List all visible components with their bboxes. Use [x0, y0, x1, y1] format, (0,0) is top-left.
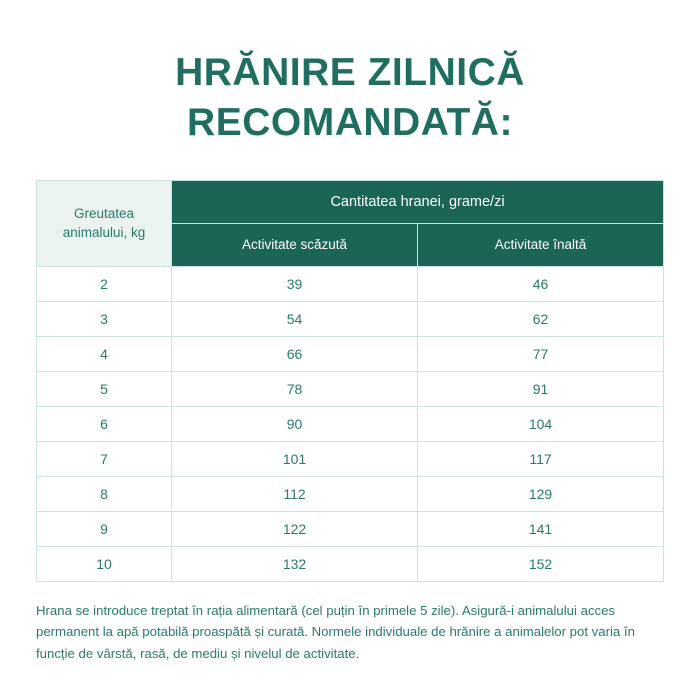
table-row — [37, 476, 664, 511]
column-header-weight: Greutatea animalului, kg — [37, 180, 172, 266]
table-row — [37, 441, 664, 476]
cell-low: 112 — [172, 476, 418, 511]
cell-weight: 8 — [37, 476, 172, 511]
cell-weight: 6 — [37, 406, 172, 441]
cell-low: 132 — [172, 546, 418, 581]
cell-low: 90 — [172, 406, 418, 441]
table-row — [37, 301, 664, 336]
page-title-line-2: RECOMANDATĂ: — [187, 100, 513, 144]
cell-high: 117 — [418, 441, 664, 476]
column-header-amount: Cantitatea hranei, grame/zi — [172, 180, 664, 223]
page-title — [36, 0, 664, 148]
cell-high: 91 — [418, 371, 664, 406]
cell-high: 141 — [418, 511, 664, 546]
table-row — [37, 546, 664, 581]
cell-weight: 9 — [37, 511, 172, 546]
table-row — [37, 406, 664, 441]
cell-high: 62 — [418, 301, 664, 336]
cell-low: 78 — [172, 371, 418, 406]
cell-high: 77 — [418, 336, 664, 371]
cell-low: 54 — [172, 301, 418, 336]
page-title-line-1: HRĂNIRE ZILNICĂ — [175, 51, 525, 94]
cell-high: 46 — [418, 266, 664, 301]
table-row — [37, 336, 664, 371]
table-header-row-1 — [37, 180, 664, 223]
column-header-high-activity: Activitate înaltă — [418, 223, 664, 266]
cell-high: 152 — [418, 546, 664, 581]
cell-low: 66 — [172, 336, 418, 371]
cell-high: 129 — [418, 476, 664, 511]
table-row — [37, 511, 664, 546]
cell-high: 104 — [418, 406, 664, 441]
cell-low: 122 — [172, 511, 418, 546]
feeding-table — [36, 180, 664, 582]
cell-weight: 5 — [37, 371, 172, 406]
table-header — [37, 180, 664, 266]
cell-weight: 3 — [37, 301, 172, 336]
cell-weight: 2 — [37, 266, 172, 301]
cell-weight: 4 — [37, 336, 172, 371]
feeding-note: Hrana se introduce treptat în rația alimentară (cel puțin în primele 5 zile). Asigură-i animalului acces permanent la apă potabilă proaspătă și curată. Normele individuale de hrănire a animalelor pot varia în funcție de vârstă, rasă, de mediu și nivelul de activitate. — [36, 602, 635, 661]
feeding-table-wrapper — [36, 180, 664, 582]
cell-low: 101 — [172, 441, 418, 476]
cell-weight: 10 — [37, 546, 172, 581]
table-body — [37, 266, 664, 581]
cell-weight: 7 — [37, 441, 172, 476]
cell-low: 39 — [172, 266, 418, 301]
table-row — [37, 266, 664, 301]
column-header-low-activity: Activitate scăzută — [172, 223, 418, 266]
table-row — [37, 371, 664, 406]
